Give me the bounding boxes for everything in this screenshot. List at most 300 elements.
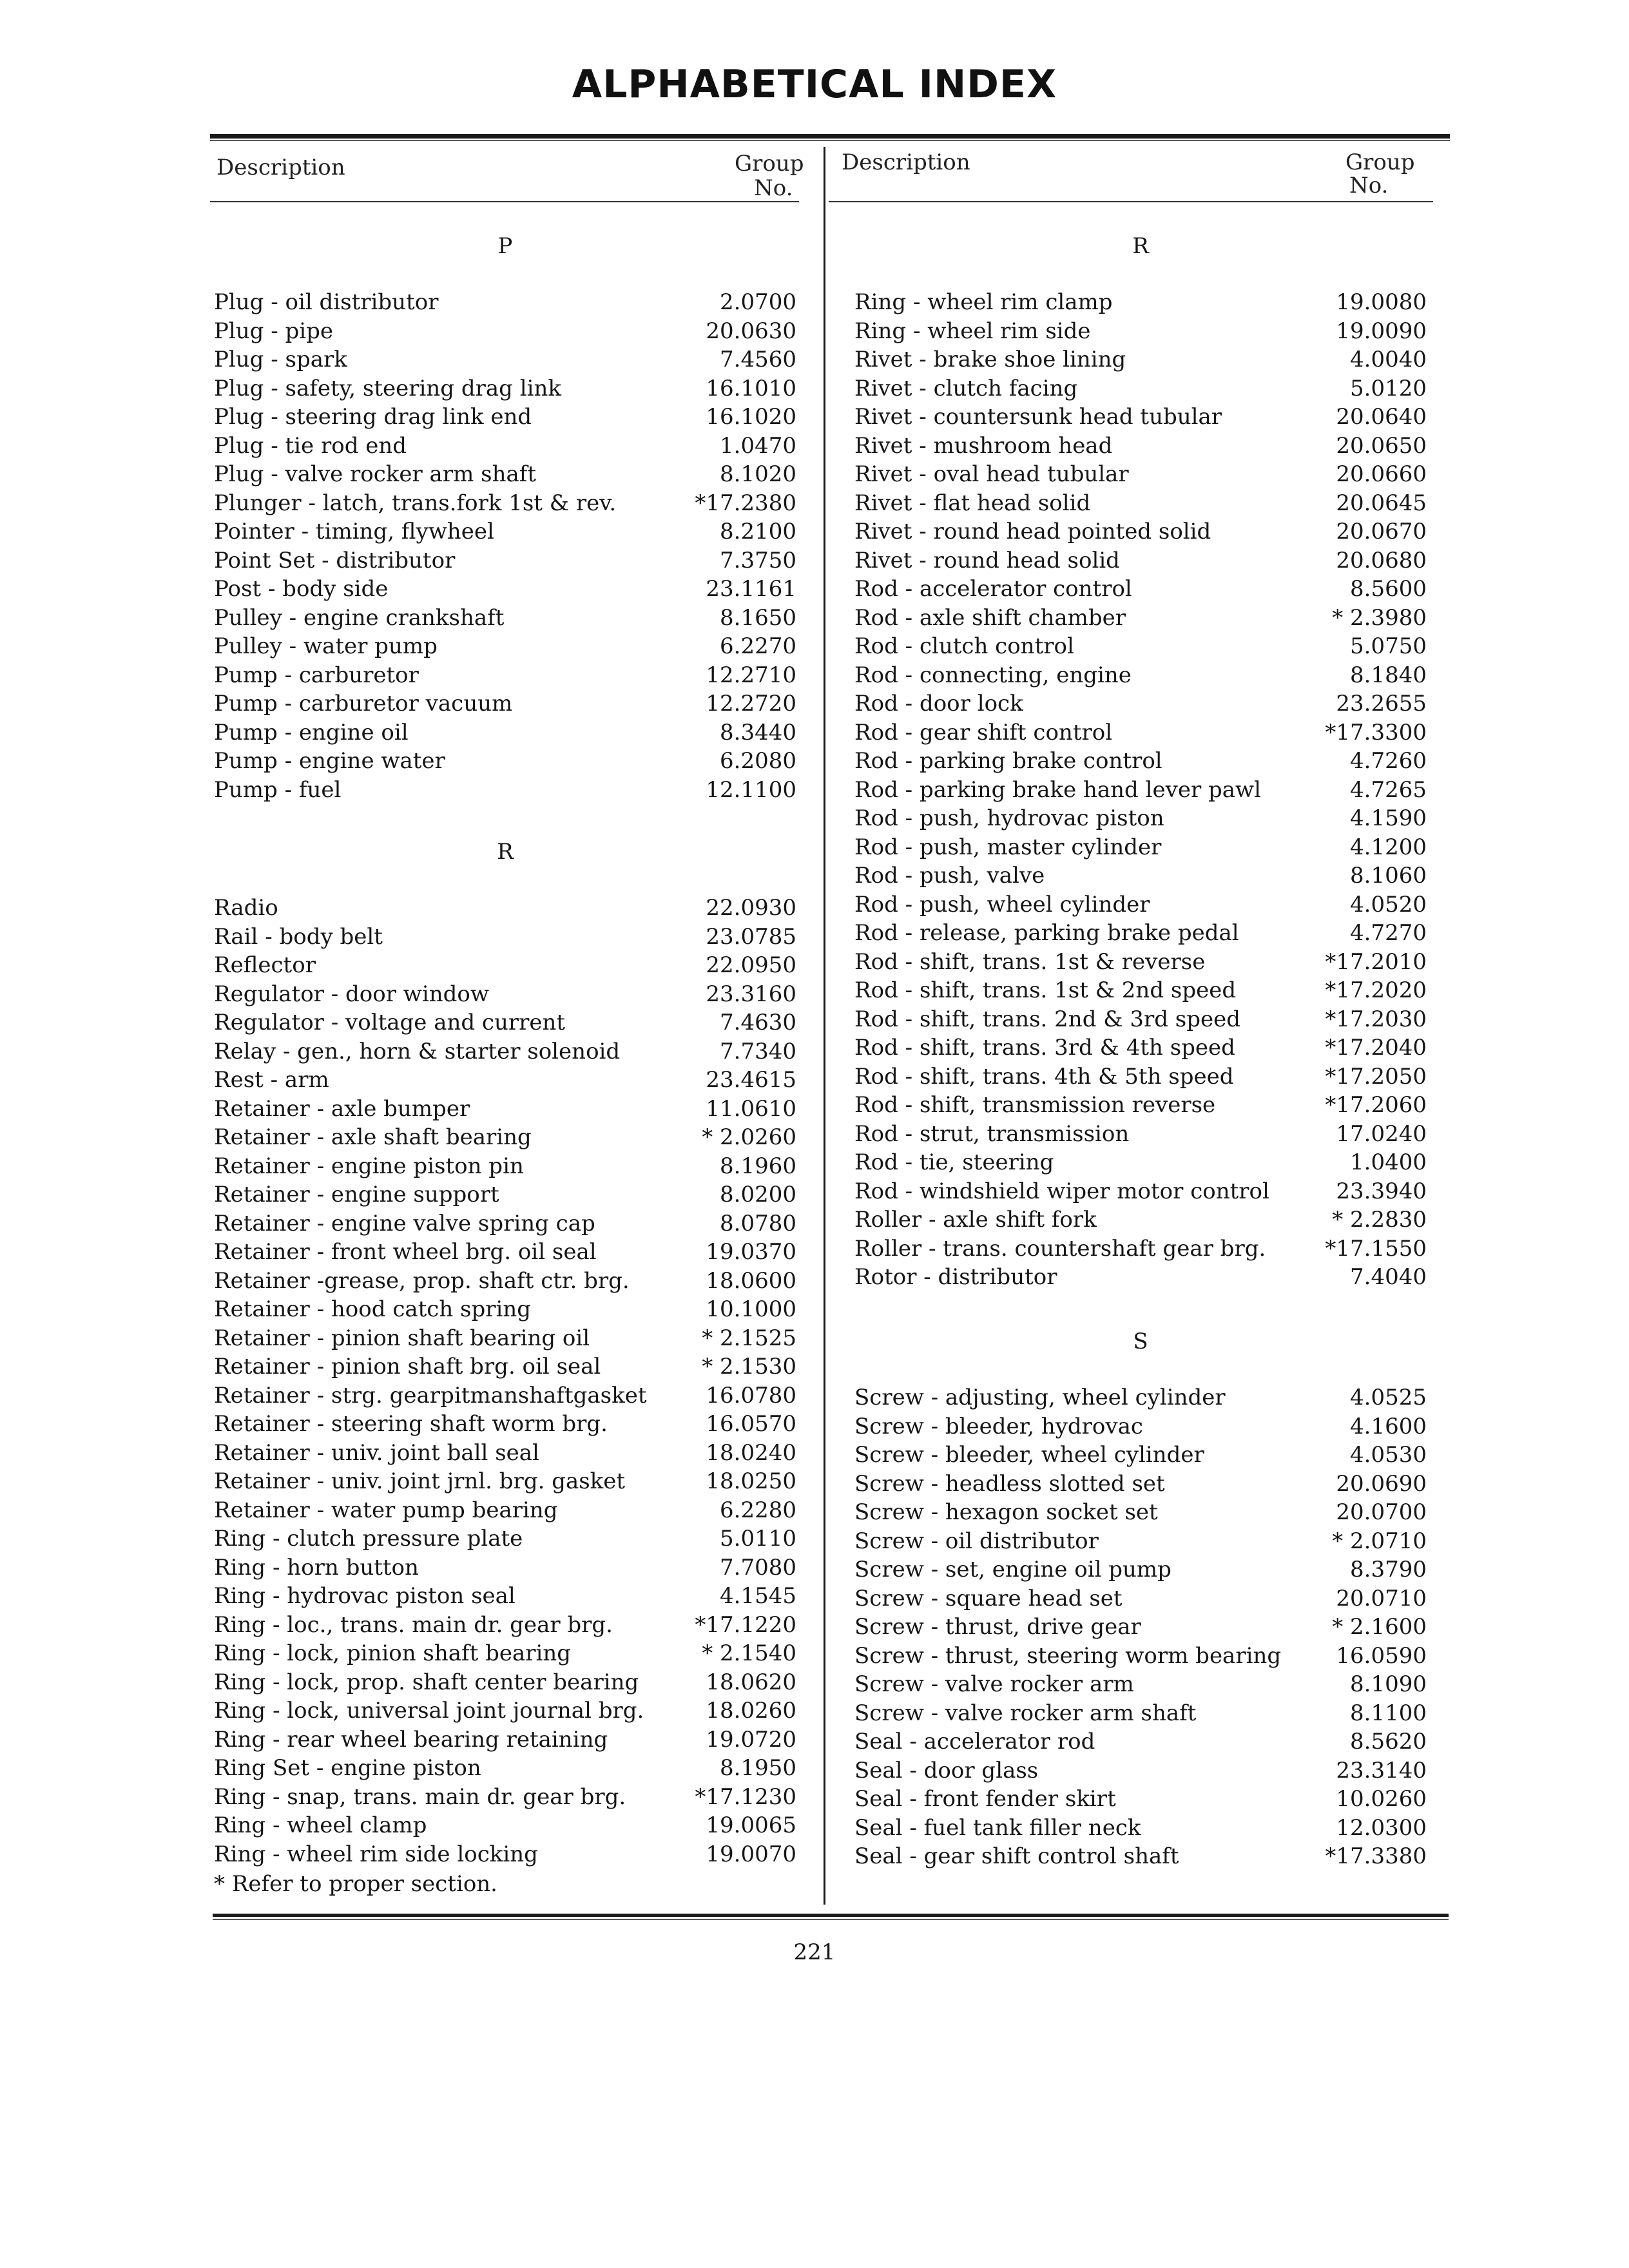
entry-description: Retainer - water pump bearing [214,1497,558,1523]
index-entry [214,1668,796,1696]
index-entry [214,1496,796,1524]
index-entry [854,1814,1427,1842]
entry-group-number: 6.2080 [720,748,796,774]
entry-description: Retainer - pinion shaft bearing oil [214,1325,590,1351]
index-entry [214,1783,796,1811]
entry-description: Regulator - voltage and current [214,1010,566,1035]
entry-group-number: 20.0670 [1336,519,1427,544]
index-entry [854,1555,1427,1584]
entry-description: Pump - carburetor vacuum [214,691,513,716]
index-entry [854,718,1427,747]
entry-group-number: *17.3300 [1325,719,1427,745]
entry-group-number: *17.2380 [695,490,796,516]
index-entry [854,317,1427,345]
entry-description: Ring - rear wheel bearing retaining [214,1726,608,1753]
entry-group-number: * 2.2830 [1332,1207,1427,1233]
entry-group-number: 18.0600 [706,1267,796,1294]
entry-group-number: * 2.1600 [1332,1614,1427,1640]
index-entry [854,489,1427,517]
entry-group-number: 18.0620 [706,1669,796,1695]
entry-group-number: 4.0520 [1350,891,1427,918]
entry-group-number: 20.0690 [1336,1470,1427,1497]
index-entry [214,951,796,979]
page-title: ALPHABETICAL INDEX [572,62,1057,107]
entry-description: Plug - tie rod end [214,432,407,459]
entry-group-number: 8.3790 [1350,1557,1427,1582]
entry-description: Relay - gen., horn & starter solenoid [214,1038,621,1064]
left-group-header: Group [735,151,804,177]
entry-group-number: 7.4040 [1350,1264,1427,1290]
entry-description: Screw - hexagon socket set [854,1499,1158,1525]
entry-group-number: 8.0200 [720,1182,796,1207]
entry-description: Retainer - front wheel brg. oil seal [214,1239,597,1265]
entry-group-number: 11.0610 [706,1095,796,1122]
index-entry [854,948,1427,976]
entry-group-number: 17.0240 [1336,1120,1427,1147]
entry-group-number: 16.0590 [1336,1642,1427,1669]
entry-description: Seal - fuel tank filler neck [854,1814,1141,1841]
left-description-header: Description [217,155,345,180]
entry-description: Rod - release, parking brake pedal [854,920,1239,946]
entry-group-number: 8.1840 [1350,662,1427,688]
index-entry [214,403,796,431]
entry-description: Rod - shift, trans. 4th & 5th speed [854,1063,1234,1090]
entry-description: Retainer - axle bumper [214,1095,470,1122]
entry-description: Plug - valve rocker arm shaft [214,461,536,487]
entry-group-number: 16.1010 [706,375,796,401]
entry-group-number: 20.0680 [1336,547,1427,573]
index-entry [214,1381,796,1410]
index-entry [214,718,796,747]
entry-description: Ring - lock, universal joint journal brg. [214,1698,644,1724]
entry-group-number: 7.4560 [720,347,796,372]
entry-group-number: *17.3380 [1325,1843,1427,1869]
entry-description: Rivet - oval head tubular [854,461,1129,487]
index-entry [854,1148,1427,1177]
index-entry [854,1584,1427,1613]
entry-group-number: 8.1960 [720,1153,796,1179]
entry-group-number: 4.0530 [1350,1442,1427,1468]
right-index-column [854,0,1427,1933]
entry-group-number: 23.3140 [1336,1757,1427,1783]
index-entry [854,1498,1427,1526]
entry-group-number: 19.0370 [706,1239,796,1265]
entry-group-number: 4.7270 [1350,920,1427,946]
entry-group-number: 4.1590 [1350,805,1427,831]
entry-group-number: 8.1650 [720,604,796,631]
index-entry [214,689,796,718]
entry-description: Rod - windshield wiper motor control [854,1178,1269,1204]
index-entry [854,288,1427,316]
entry-description: Rivet - brake shoe lining [854,347,1126,372]
entry-description: Rod - push, valve [854,863,1045,889]
index-entry [854,403,1427,431]
index-entry [214,1582,796,1610]
entry-description: Rod - push, hydrovac piston [854,805,1164,831]
entry-description: Rivet - round head pointed solid [854,519,1211,544]
index-entry [854,1091,1427,1119]
entry-description: Ring - wheel rim clamp [854,289,1113,315]
entry-description: Screw - valve rocker arm [854,1671,1134,1697]
entry-group-number: 10.0260 [1336,1786,1427,1812]
entry-description: Ring - hydrovac piston seal [214,1583,516,1609]
entry-group-number: *17.1220 [695,1611,796,1638]
index-entry [214,894,796,922]
index-entry [214,632,796,660]
entry-group-number: *17.2030 [1325,1006,1427,1032]
entry-description: Pump - engine water [214,748,445,774]
entry-description: Rod - shift, transmission reverse [854,1092,1216,1118]
index-entry [214,1123,796,1151]
index-entry [854,1033,1427,1062]
index-entry [854,432,1427,460]
entry-group-number: * 2.1530 [702,1354,796,1379]
entry-group-number: 16.1020 [706,404,796,430]
index-entry [854,1412,1427,1441]
entry-description: Rod - door lock [854,691,1023,716]
left-no-header: No. [754,175,793,201]
entry-group-number: 23.3940 [1336,1178,1427,1204]
index-entry [214,288,796,316]
entry-group-number: 8.1060 [1350,863,1427,889]
index-entry [854,1263,1427,1291]
entry-group-number: 10.1000 [706,1296,796,1322]
index-entry [214,1095,796,1123]
entry-description: Pump - carburetor [214,662,419,688]
column-divider [824,147,825,1905]
entry-group-number: 7.7340 [720,1038,796,1064]
entry-group-number: 6.2270 [720,633,796,659]
section-letter: R [1132,233,1149,259]
entry-group-number: 8.1020 [720,461,796,487]
entry-group-number: 22.0950 [706,952,796,978]
index-entry [854,1383,1427,1412]
entry-description: Rivet - flat head solid [854,490,1091,516]
entry-description: Seal - front fender skirt [854,1786,1116,1812]
index-entry [214,1611,796,1639]
index-entry [854,604,1427,632]
entry-group-number: 20.0650 [1336,432,1427,459]
entry-description: Rest - arm [214,1067,329,1093]
entry-description: Plug - safety, steering drag link [214,375,561,401]
index-entry [214,1037,796,1066]
section-letter: S [1133,1329,1148,1354]
entry-description: Plunger - latch, trans.fork 1st & rev. [214,490,617,516]
entry-description: Pulley - engine crankshaft [214,604,505,631]
index-entry [854,1727,1427,1756]
entry-description: Rod - clutch control [854,633,1074,659]
index-entry [214,1553,796,1582]
index-entry [214,345,796,374]
entry-group-number: 16.0780 [706,1382,796,1408]
entry-group-number: 18.0250 [706,1468,796,1494]
entry-description: Ring - wheel clamp [214,1812,427,1838]
entry-description: Rod - strut, transmission [854,1120,1130,1147]
index-entry [854,1470,1427,1498]
index-entry [854,747,1427,775]
entry-description: Ring - lock, pinion shaft bearing [214,1640,572,1666]
entry-group-number: * 2.1525 [702,1325,796,1351]
entry-group-number: 4.1545 [720,1583,796,1609]
entry-description: Retainer - axle shaft bearing [214,1124,532,1150]
left-index-column [214,0,796,1933]
entry-group-number: 8.1950 [720,1755,796,1781]
entry-description: Screw - thrust, drive gear [854,1614,1141,1640]
entry-description: Radio [214,895,278,921]
entry-description: Ring - lock, prop. shaft center bearing [214,1669,639,1695]
index-entry [854,1120,1427,1148]
entry-group-number: 23.0785 [706,923,796,950]
entry-description: Plug - pipe [214,318,334,344]
entry-group-number: 18.0240 [706,1439,796,1466]
entry-group-number: 1.0470 [720,432,796,459]
index-entry [214,1840,796,1869]
entry-description: Retainer - engine piston pin [214,1153,524,1179]
index-entry [214,1524,796,1553]
entry-group-number: *17.1550 [1325,1235,1427,1262]
entry-description: Point Set - distributor [214,547,456,573]
page-number: 221 [793,1939,836,1965]
entry-group-number: 8.1090 [1350,1671,1427,1697]
entry-description: Pump - engine oil [214,719,409,745]
entry-group-number: 23.4615 [706,1067,796,1093]
entry-description: Pulley - water pump [214,633,438,659]
entry-description: Pointer - timing, flywheel [214,519,494,544]
index-entry [214,1295,796,1323]
entry-group-number: 4.1200 [1350,834,1427,860]
entry-group-number: 23.3160 [706,981,796,1007]
right-no-header: No. [1349,173,1389,198]
index-entry [854,546,1427,575]
entry-description: Rod - push, master cylinder [854,834,1162,860]
entry-group-number: 12.1100 [706,776,796,803]
index-entry [854,374,1427,403]
entry-description: Rivet - round head solid [854,547,1120,573]
entry-description: Ring - snap, trans. main dr. gear brg. [214,1783,626,1810]
index-entry [854,976,1427,1004]
entry-description: Screw - headless slotted set [854,1470,1165,1497]
entry-group-number: 20.0640 [1336,404,1427,430]
index-entry [214,1152,796,1180]
index-entry [214,1352,796,1381]
entry-description: Retainer -grease, prop. shaft ctr. brg. [214,1267,630,1294]
index-entry [854,1206,1427,1234]
index-entry [214,661,796,689]
entry-group-number: 8.2100 [720,519,796,544]
entry-group-number: 7.4630 [720,1010,796,1035]
index-entry [854,689,1427,718]
index-entry [214,575,796,603]
index-entry [214,1811,796,1840]
entry-description: Rod - tie, steering [854,1149,1054,1175]
entry-group-number: 19.0070 [706,1841,796,1867]
index-entry [854,1235,1427,1263]
index-entry [214,980,796,1008]
entry-description: Screw - bleeder, hydrovac [854,1413,1143,1439]
entry-group-number: *17.2040 [1325,1035,1427,1061]
entry-description: Roller - trans. countershaft gear brg. [854,1235,1266,1262]
index-entry [214,317,796,345]
entry-group-number: *17.2010 [1325,948,1427,975]
entry-group-number: 4.0040 [1350,347,1427,372]
entry-group-number: * 2.1540 [702,1640,796,1666]
index-entry [214,1467,796,1495]
index-entry [854,890,1427,919]
entry-description: Retainer - hood catch spring [214,1296,532,1322]
entry-group-number: 8.1100 [1350,1700,1427,1726]
entry-description: Retainer - univ. joint jrnl. brg. gasket [214,1468,626,1494]
index-entry [214,489,796,517]
index-entry [854,575,1427,603]
entry-description: Seal - gear shift control shaft [854,1843,1179,1869]
bottom-rule [213,1914,1449,1917]
entry-group-number: 5.0110 [720,1526,796,1552]
entry-description: Reflector [214,952,316,978]
entry-group-number: 19.0720 [706,1726,796,1753]
index-entry [214,1439,796,1467]
entry-group-number: 4.7260 [1350,748,1427,774]
entry-group-number: 4.0525 [1350,1385,1427,1410]
section-letter: R [497,839,514,865]
right-group-header: Group [1345,149,1415,175]
entry-group-number: 2.0700 [720,289,796,315]
entry-description: Plug - steering drag link end [214,404,532,430]
index-entry [214,776,796,804]
entry-description: Rotor - distributor [854,1264,1057,1290]
index-entry [854,1785,1427,1813]
index-entry [854,1005,1427,1033]
index-entry [214,1238,796,1266]
entry-description: Rod - parking brake hand lever pawl [854,776,1262,803]
entry-group-number: 12.2720 [706,691,796,716]
index-entry [854,345,1427,374]
entry-description: Rod - gear shift control [854,719,1113,745]
entry-group-number: 12.0300 [1336,1814,1427,1841]
index-entry [214,460,796,488]
entry-group-number: 8.3440 [720,719,796,745]
entry-group-number: 4.1600 [1350,1413,1427,1439]
index-entry [214,1639,796,1667]
index-entry [214,432,796,460]
entry-group-number: 1.0400 [1350,1149,1427,1175]
entry-description: Ring - horn button [214,1554,419,1581]
entry-description: Seal - accelerator rod [854,1729,1095,1754]
index-entry [214,1180,796,1209]
entry-group-number: *17.1230 [695,1783,796,1810]
entry-description: Rod - shift, trans. 1st & reverse [854,948,1206,975]
entry-group-number: 19.0090 [1336,318,1427,344]
entry-group-number: 7.7080 [720,1554,796,1581]
entry-group-number: 20.0645 [1336,490,1427,516]
entry-description: Ring - wheel rim side [854,318,1091,344]
index-entry [214,517,796,546]
index-entry [854,1699,1427,1727]
index-entry [854,1642,1427,1670]
index-entry [214,1209,796,1238]
entry-group-number: *17.2020 [1325,977,1427,1003]
index-entry [214,1754,796,1782]
entry-group-number: 16.0570 [706,1411,796,1437]
entry-group-number: 6.2280 [720,1497,796,1523]
index-entry [854,1441,1427,1469]
entry-group-number: *17.2060 [1325,1092,1427,1118]
index-entry [214,923,796,951]
entry-description: Plug - oil distributor [214,289,439,315]
entry-description: Screw - thrust, steering worm bearing [854,1642,1282,1669]
entry-group-number: 8.5620 [1350,1729,1427,1754]
entry-group-number: 7.3750 [720,547,796,573]
index-entry [854,1756,1427,1785]
entry-description: Post - body side [214,576,389,602]
entry-description: Ring - wheel rim side locking [214,1841,538,1867]
entry-description: Rod - accelerator control [854,576,1132,602]
entry-description: Screw - adjusting, wheel cylinder [854,1385,1226,1410]
footnote: * Refer to proper section. [214,1871,497,1897]
entry-description: Pump - fuel [214,776,342,803]
index-entry [214,747,796,775]
entry-description: Retainer - univ. joint ball seal [214,1439,539,1466]
section-letter: P [497,233,513,259]
entry-description: Seal - door glass [854,1757,1039,1783]
index-entry [854,1527,1427,1555]
entry-group-number: 8.0780 [720,1210,796,1236]
index-entry [854,1177,1427,1206]
index-entry [214,1725,796,1754]
index-entry [214,546,796,575]
entry-description: Screw - oil distributor [854,1528,1099,1554]
entry-group-number: *17.2050 [1325,1063,1427,1090]
index-entry [854,661,1427,689]
index-entry [854,861,1427,890]
index-entry [854,833,1427,861]
entry-group-number: * 2.0260 [702,1124,796,1150]
entry-description: Rod - connecting, engine [854,662,1132,688]
entry-description: Rod - push, wheel cylinder [854,891,1150,918]
entry-description: Retainer - engine support [214,1182,499,1207]
entry-group-number: 20.0630 [706,318,796,344]
entry-description: Rod - axle shift chamber [854,604,1126,631]
entry-group-number: 12.2710 [706,662,796,688]
index-entry [214,1066,796,1094]
entry-description: Retainer - strg. gearpitmanshaftgasket [214,1382,647,1408]
index-entry [214,1008,796,1037]
index-entry [214,1267,796,1295]
entry-group-number: 23.1161 [706,576,796,602]
entry-group-number: 8.5600 [1350,576,1427,602]
entry-group-number: * 2.0710 [1332,1528,1427,1554]
index-entry [214,604,796,632]
entry-description: Rod - shift, trans. 2nd & 3rd speed [854,1006,1241,1032]
index-entry [214,1410,796,1438]
right-description-header: Description [842,149,970,175]
entry-description: Retainer - steering shaft worm brg. [214,1411,608,1437]
entry-description: Screw - valve rocker arm shaft [854,1700,1197,1726]
entry-group-number: 5.0750 [1350,633,1427,659]
entry-description: Rivet - mushroom head [854,432,1113,459]
entry-description: Regulator - door window [214,981,489,1007]
index-entry [854,1613,1427,1641]
entry-description: Roller - axle shift fork [854,1207,1097,1233]
index-entry [854,632,1427,660]
index-entry [214,1324,796,1352]
index-entry [854,1670,1427,1698]
entry-group-number: * 2.3980 [1332,604,1427,631]
entry-group-number: 22.0930 [706,895,796,921]
entry-description: Screw - square head set [854,1585,1123,1611]
entry-description: Retainer - pinion shaft brg. oil seal [214,1354,601,1379]
entry-description: Rivet - countersunk head tubular [854,404,1222,430]
entry-description: Ring - loc., trans. main dr. gear brg. [214,1611,613,1638]
